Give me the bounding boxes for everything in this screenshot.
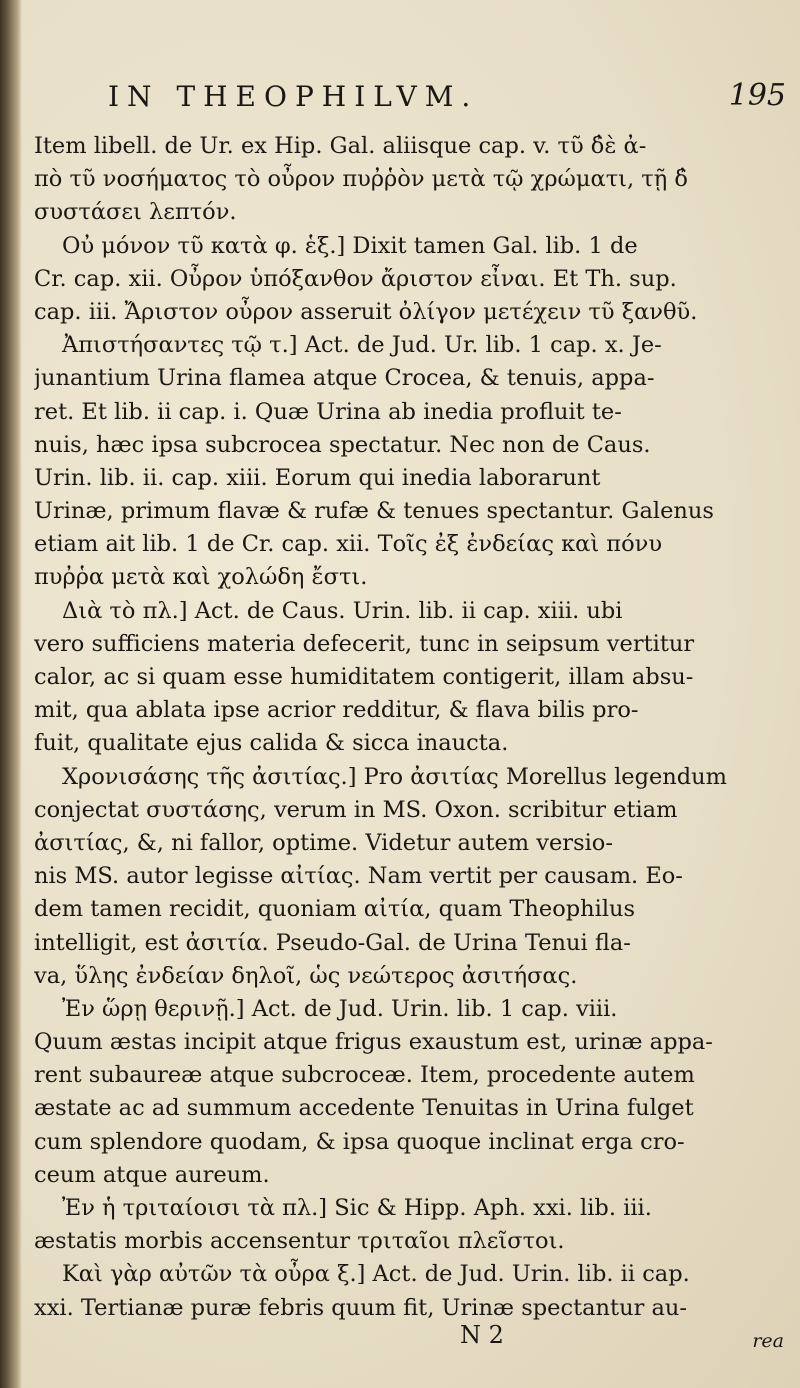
text-line: calor, ac si quam esse humiditatem contigerit, illam absu- (34, 664, 694, 690)
text-line: Urinæ, primum flavæ & rufæ & tenues spectantur. Galenus (34, 498, 714, 525)
text-line: conjectat συστάσης, verum in MS. Oxon. scribitur etiam (34, 796, 678, 823)
text-line: Cr. cap. xii. Οὖρον ὑπόξανθον ἄριστον εἶναι. Et Th. sup. (34, 265, 677, 292)
text-line: æstatis morbis accensentur τριταῖοι πλεῖστοι. (34, 1228, 565, 1255)
lemma-line: Καὶ γὰρ αὐτῶν τὰ οὖρα ξ.] Act. de Jud. Urin. lib. ii cap. (62, 1261, 690, 1288)
text-line: intelligit, est ἀσιτία. Pseudo-Gal. de Urina Tenui fla- (34, 929, 631, 956)
text-line: vero sufficiens materia defecerit, tunc in seipsum vertitur (34, 630, 695, 657)
text-line: junantium Urina flamea atque Crocea, & tenuis, appa- (34, 365, 655, 392)
lemma-line: Ἐν ἡ τριταίοισι τὰ πλ.] Sic & Hipp. Aph. xxi. lib. iii. (62, 1195, 652, 1221)
text-line: nuis, hæc ipsa subcrocea spectatur. Nec non de Caus. (34, 431, 651, 458)
text-line: πυῤῥα μετὰ καὶ χολώδη ἔστι. (34, 564, 368, 591)
text-line: æstate ac ad summum accedente Tenuitas in Urina fulget (34, 1095, 694, 1122)
lemma-line: Διὰ τὸ πλ.] Act. de Caus. Urin. lib. ii cap. xiii. ubi (62, 597, 623, 624)
text-line: Quum æstas incipit atque frigus exaustum est, urinæ appa- (34, 1029, 713, 1056)
running-title: IN THEOPHILVM. (108, 80, 479, 113)
lemma-line: Ἐν ὥρῃ θερινῇ.] Act. de Jud. Urin. lib. 1 cap. viii. (62, 995, 618, 1022)
text-line: Urin. lib. ii. cap. xiii. Eorum qui inedia laborarunt (34, 464, 601, 491)
signature-mark: N 2 (460, 1320, 504, 1349)
catchword: rea (752, 1329, 784, 1352)
text-line: Item libell. de Ur. ex Hip. Gal. aliisque cap. v. τῦ δ̓ὲ ἀ- (34, 133, 647, 159)
page-header (34, 72, 790, 116)
book-gutter-shadow (0, 0, 22, 1388)
text-line: xxi. Tertianæ puræ febris quum fit, Urinæ spectantur au- (34, 1294, 687, 1321)
text-line: dem tamen recidit, quoniam αἰτία, quam Theophilus (34, 896, 636, 923)
page-footer (34, 1320, 790, 1358)
text-line: etiam ait lib. 1 de Cr. cap. xii. Τοῖς ἐξ ἐνδείας καὶ πόνυ (34, 531, 663, 558)
page-number: 195 (728, 78, 786, 113)
text-line: ret. Et lib. ii cap. i. Quæ Urina ab inedia profluit te- (34, 398, 622, 425)
lemma-line: Χρονισάσης τῆς ἀσιτίας.] Pro ἀσιτίας Morellus legendum (62, 763, 728, 790)
text-line: cap. iii. Ἄριστον οὖρον asseruit ὀλίγον μετέχειν τῦ ξανθῦ. (34, 298, 698, 325)
text-line: mit, qua ablata ipse acrior redditur, & flava bilis pro- (34, 697, 639, 724)
lemma-line: Οὐ μόνον τῦ κατὰ φ. ἑξ.] Dixit tamen Gal. lib. 1 de (62, 232, 638, 259)
text-line: πὸ τῦ νοσήματος τὸ οὖρον πυῤῥὸν μετὰ τῷ χρώματι, τῇ δ̓ (34, 166, 688, 193)
text-line: va, ὕλης ἐνδείαν δηλοῖ, ὡς νεώτερος ἀσιτήσας. (34, 962, 578, 989)
text-line: nis MS. autor legisse αἰτίας. Nam vertit per causam. Eo- (34, 863, 683, 890)
book-page (34, 72, 790, 1388)
text-line: συστάσει λεπτόν. (34, 199, 237, 226)
text-line: cum splendore quodam, & ipsa quoque inclinat erga cro- (34, 1128, 685, 1155)
commentary-text (34, 130, 790, 1358)
text-line: fuit, qualitate ejus calida & sicca inaucta. (34, 730, 509, 757)
lemma-line: Ἀπιστήσαντες τῷ τ.] Act. de Jud. Ur. lib. 1 cap. x. Je- (62, 332, 662, 359)
text-line: ceum atque aureum. (34, 1161, 270, 1188)
text-line: rent subaureæ atque subcroceæ. Item, procedente autem (34, 1062, 695, 1089)
text-line: ἀσιτίας, &, ni fallor, optime. Videtur autem versio- (34, 829, 613, 856)
